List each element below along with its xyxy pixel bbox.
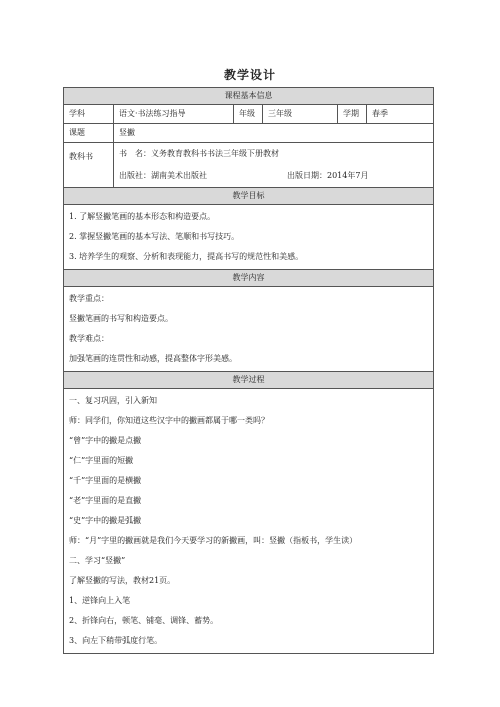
process-header: 教学过程: [64, 372, 434, 389]
process-line: “史”字中的撇是弧撇: [69, 516, 142, 525]
process-line: 2、折锋向右，顿笔、铺毫、调锋、蓄势。: [69, 616, 219, 625]
publication-date: 出版日期：2014年7月: [287, 171, 369, 180]
publisher-line: [119, 165, 428, 187]
content-body: [64, 287, 434, 372]
difficulty-text: 加强笔画的连贯性和动感，提高整体字形美感。: [69, 354, 237, 363]
grade-value: 三年级: [263, 105, 338, 124]
process-line: 一、复习巩固，引入新知: [69, 396, 157, 405]
goal-item: 2. 掌握竖撇笔画的基本写法、笔顺和书写技巧。: [69, 232, 240, 241]
term-value: 春季: [367, 105, 434, 124]
goal-item: 1. 了解竖撇笔画的基本形态和构造要点。: [69, 212, 216, 221]
lesson-plan-table: [63, 87, 433, 654]
process-line: “千”字里面的是横撇: [69, 476, 142, 485]
process-body: [64, 389, 434, 654]
process-line: “仁”字里面的短撇: [69, 456, 134, 465]
process-line: “曾”字中的撇是点撇: [69, 436, 142, 445]
subject-label: 学科: [64, 105, 114, 124]
book-name-label: 书 名：: [119, 149, 151, 158]
textbook-label: 教科书: [64, 143, 114, 188]
book-name-value: 义务教育教科书书法三年级下册教材: [151, 149, 279, 158]
goal-item: 3. 培养学生的观察、分析和表现能力，提高书写的规范性和美感。: [69, 252, 304, 261]
process-line: “老”字里面的是直撇: [69, 496, 142, 505]
goals-body: [64, 205, 434, 270]
basic-info-header: 课程基本信息: [64, 88, 434, 105]
topic-label: 课题: [64, 124, 114, 143]
process-line: 师：同学们，你知道这些汉字中的撇画都属于哪一类吗？: [69, 416, 269, 425]
process-line: 二、学习“竖撇”: [69, 556, 126, 565]
process-line: 1、逆锋向上入笔: [69, 596, 131, 605]
grade-label: 年级: [234, 105, 263, 124]
process-line: 3、向左下稍带弧度行笔。: [69, 636, 163, 645]
term-label: 学期: [338, 105, 367, 124]
content-header: 教学内容: [64, 270, 434, 287]
document-title: 教学设计: [223, 68, 276, 82]
topic-value: 竖撇: [114, 124, 434, 143]
goals-header: 教学目标: [64, 188, 434, 205]
process-line: 师：“月”字里的撇画就是我们今天要学习的新撇画，叫：竖撇（指板书，学生读）: [69, 536, 358, 545]
key-point-text: 竖撇笔画的书写和构造要点。: [69, 314, 173, 323]
key-point-label: 教学重点：: [69, 294, 109, 303]
book-name-line: [119, 143, 428, 165]
process-line: 了解竖撇的写法，教材21页。: [69, 576, 176, 585]
difficulty-label: 教学难点：: [69, 334, 109, 343]
textbook-info: [114, 143, 434, 188]
subject-value: 语文·书法练习指导: [114, 105, 234, 124]
publisher: 出版社：湖南美术出版社: [119, 171, 207, 180]
